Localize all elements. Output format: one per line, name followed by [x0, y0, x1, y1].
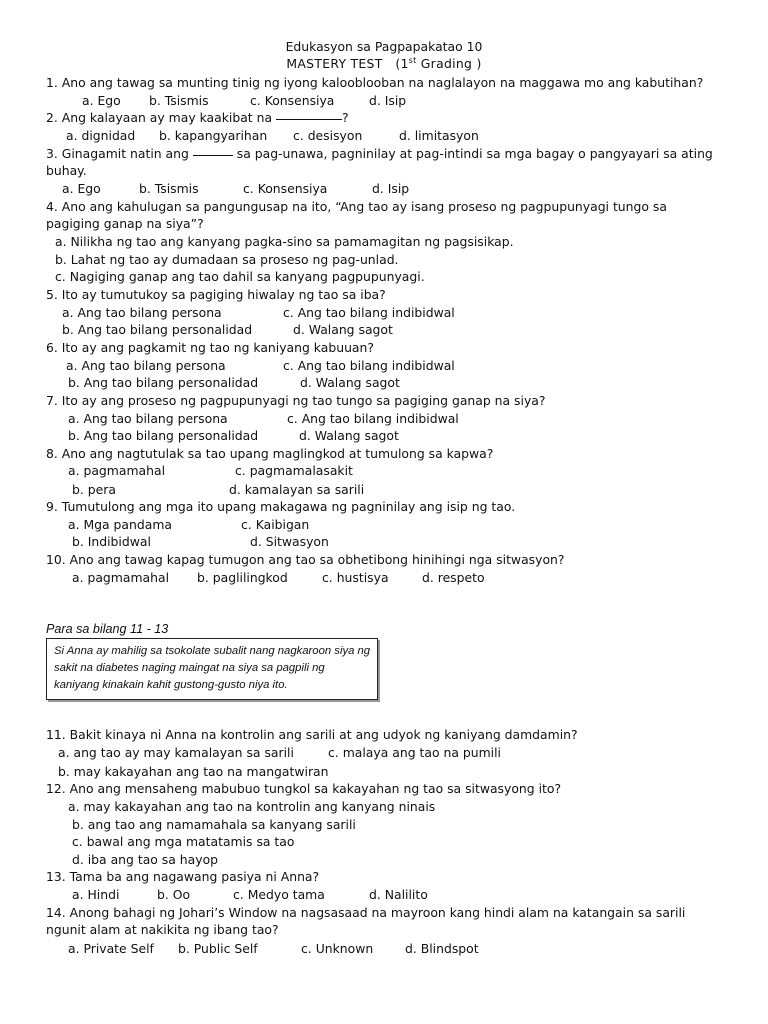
q2-option-d: d. limitasyon: [399, 128, 479, 143]
q14-option-d: d. Blindspot: [405, 941, 479, 956]
q10-option-a: a. pagmamahal: [72, 570, 170, 585]
q7-option-a: a. Ang tao bilang persona: [68, 411, 228, 426]
question-8: 8. Ano ang nagtutulak sa tao upang maglingkod at tumulong sa kapwa?: [46, 446, 494, 461]
q4-option-b: b. Lahat ng tao ay dumadaan sa proseso ng pag-unlad.: [55, 252, 399, 267]
q12-option-d: d. iba ang tao sa hayop: [72, 852, 219, 867]
q14-option-a: a. Private Self: [68, 941, 154, 956]
q7-option-b: b. Ang tao bilang personalidad: [68, 428, 259, 443]
test-main-label: MASTERY TEST: [286, 56, 383, 71]
q13-option-a: a. Hindi: [72, 887, 120, 902]
q8-option-c: c. pagmamalasakit: [235, 463, 353, 478]
grading-label: Grading ): [416, 56, 482, 71]
question-3-continued: buhay.: [46, 163, 87, 178]
question-4-continued: pagiging ganap na siya”?: [46, 216, 204, 231]
subject-title: Edukasyon sa Pagpapakatao 10: [285, 39, 483, 54]
question-12: 12. Ano ang mensaheng mabubuo tungkol sa kakayahan ng tao sa sitwasyong ito?: [46, 781, 562, 796]
q1-option-b: b. Tsismis: [149, 93, 209, 108]
question-10: 10. Ano ang tawag kapag tumugon ang tao sa obhetibong hinihingi nga sitwasyon?: [46, 552, 565, 567]
q10-option-d: d. respeto: [422, 570, 485, 585]
question-1: 1. Ano ang tawag sa munting tinig ng iyong kalooblooban na naglalayon na maggawa mo ang kabutihan?: [46, 75, 704, 90]
passage-box: [46, 638, 378, 700]
q3-option-c: c. Konsensiya: [243, 181, 328, 196]
q2-text-before-blank: 2. Ang kalayaan ay may kaakibat na: [46, 110, 276, 125]
q6-option-a: a. Ang tao bilang persona: [66, 358, 226, 373]
q5-option-b: b. Ang tao bilang personalidad: [62, 322, 253, 337]
q3-option-d: d. Isip: [372, 181, 410, 196]
q2-option-c: c. desisyon: [293, 128, 363, 143]
test-title: [0, 56, 768, 71]
passage-line-2: sakit na diabetes naging maingat na siya sa pagpili ng: [54, 662, 325, 674]
q3-blank: [193, 154, 233, 156]
q9-option-c: c. Kaibigan: [241, 517, 310, 532]
q5-option-d: d. Walang sagot: [293, 322, 393, 337]
question-5: 5. Ito ay tumutukoy sa pagiging hiwalay ng tao sa iba?: [46, 287, 386, 302]
q2-option-a: a. dignidad: [66, 128, 136, 143]
question-13: 13. Tama ba ang nagawang pasiya ni Anna?: [46, 869, 320, 884]
grading-open: (1: [395, 56, 409, 71]
q6-option-d: d. Walang sagot: [300, 375, 400, 390]
passage-label: Para sa bilang 11 - 13: [46, 622, 169, 636]
q14-option-b: b. Public Self: [178, 941, 258, 956]
question-9: 9. Tumutulong ang mga ito upang makagawa ng pagninilay ang isip ng tao.: [46, 499, 516, 514]
q7-option-d: d. Walang sagot: [299, 428, 399, 443]
q12-option-c: c. bawal ang mga matatamis sa tao: [72, 834, 295, 849]
question-14-continued: ngunit alam at nakikita ng ibang tao?: [46, 922, 279, 937]
q11-option-a: a. ang tao ay may kamalayan sa sarili: [58, 745, 294, 760]
q8-option-a: a. pagmamahal: [68, 463, 166, 478]
q1-option-a: a. Ego: [82, 93, 121, 108]
question-11: 11. Bakit kinaya ni Anna na kontrolin ang sarili at ang udyok ng kaniyang damdamin?: [46, 727, 578, 742]
q3-text-after-blank: sa pag-unawa, pagninilay at pag-intindi sa mga bagay o pangyayari sa ating: [232, 146, 713, 161]
question-3: [46, 146, 713, 162]
q7-option-c: c. Ang tao bilang indibidwal: [287, 411, 459, 426]
q9-option-a: a. Mga pandama: [68, 517, 172, 532]
q3-text-before-blank: 3. Ginagamit natin ang: [46, 146, 193, 161]
question-7: 7. Ito ay ang proseso ng pagpupunyagi ng tao tungo sa pagiging ganap na siya?: [46, 393, 546, 408]
q4-option-a: a. Nilikha ng tao ang kanyang pagka-sino sa pamamagitan ng pagsisikap.: [55, 234, 514, 249]
q2-option-b: b. kapangyarihan: [159, 128, 268, 143]
q10-option-b: b. paglilingkod: [197, 570, 288, 585]
q2-blank: [276, 118, 342, 120]
q11-option-b: b. may kakayahan ang tao na mangatwiran: [58, 764, 329, 779]
q12-option-a: a. may kakayahan ang tao na kontrolin ang kanyang ninais: [68, 799, 436, 814]
q3-option-b: b. Tsismis: [139, 181, 199, 196]
q5-option-a: a. Ang tao bilang persona: [62, 305, 222, 320]
passage-line-3: kaniyang kinakain kahit gustong-gusto niya ito.: [54, 679, 288, 691]
q8-option-b: b. pera: [72, 482, 116, 497]
q9-option-b: b. Indibidwal: [72, 534, 151, 549]
passage-line-1: Si Anna ay mahilig sa tsokolate subalit nang nagkaroon siya ng: [54, 645, 371, 657]
q3-option-a: a. Ego: [62, 181, 101, 196]
grading-superscript: st: [408, 56, 417, 65]
q6-option-b: b. Ang tao bilang personalidad: [68, 375, 259, 390]
q13-option-c: c. Medyo tama: [233, 887, 325, 902]
q14-option-c: c. Unknown: [301, 941, 374, 956]
q9-option-d: d. Sitwasyon: [250, 534, 329, 549]
q13-option-b: b. Oo: [157, 887, 191, 902]
q1-option-c: c. Konsensiya: [250, 93, 335, 108]
q6-option-c: c. Ang tao bilang indibidwal: [283, 358, 455, 373]
q2-text-after-blank: ?: [342, 110, 349, 125]
question-2: [46, 110, 349, 126]
question-4: 4. Ano ang kahulugan sa pangungusap na ito, “Ang tao ay isang proseso ng pagpupunyagi tungo sa: [46, 199, 667, 214]
q11-option-c: c. malaya ang tao na pumili: [328, 745, 501, 760]
question-6: 6. Ito ay ang pagkamit ng tao ng kaniyang kabuuan?: [46, 340, 374, 355]
q8-option-d: d. kamalayan sa sarili: [229, 482, 365, 497]
q12-option-b: b. ang tao ang namamahala sa kanyang sarili: [72, 817, 356, 832]
q4-option-c: c. Nagiging ganap ang tao dahil sa kanyang pagpupunyagi.: [55, 269, 425, 284]
q5-option-c: c. Ang tao bilang indibidwal: [283, 305, 455, 320]
q10-option-c: c. hustisya: [322, 570, 389, 585]
question-14: 14. Anong bahagi ng Johari’s Window na nagsasaad na mayroon kang hindi alam na katangain sa sarili: [46, 905, 686, 920]
q1-option-d: d. Isip: [369, 93, 407, 108]
q13-option-d: d. Nalilito: [369, 887, 428, 902]
